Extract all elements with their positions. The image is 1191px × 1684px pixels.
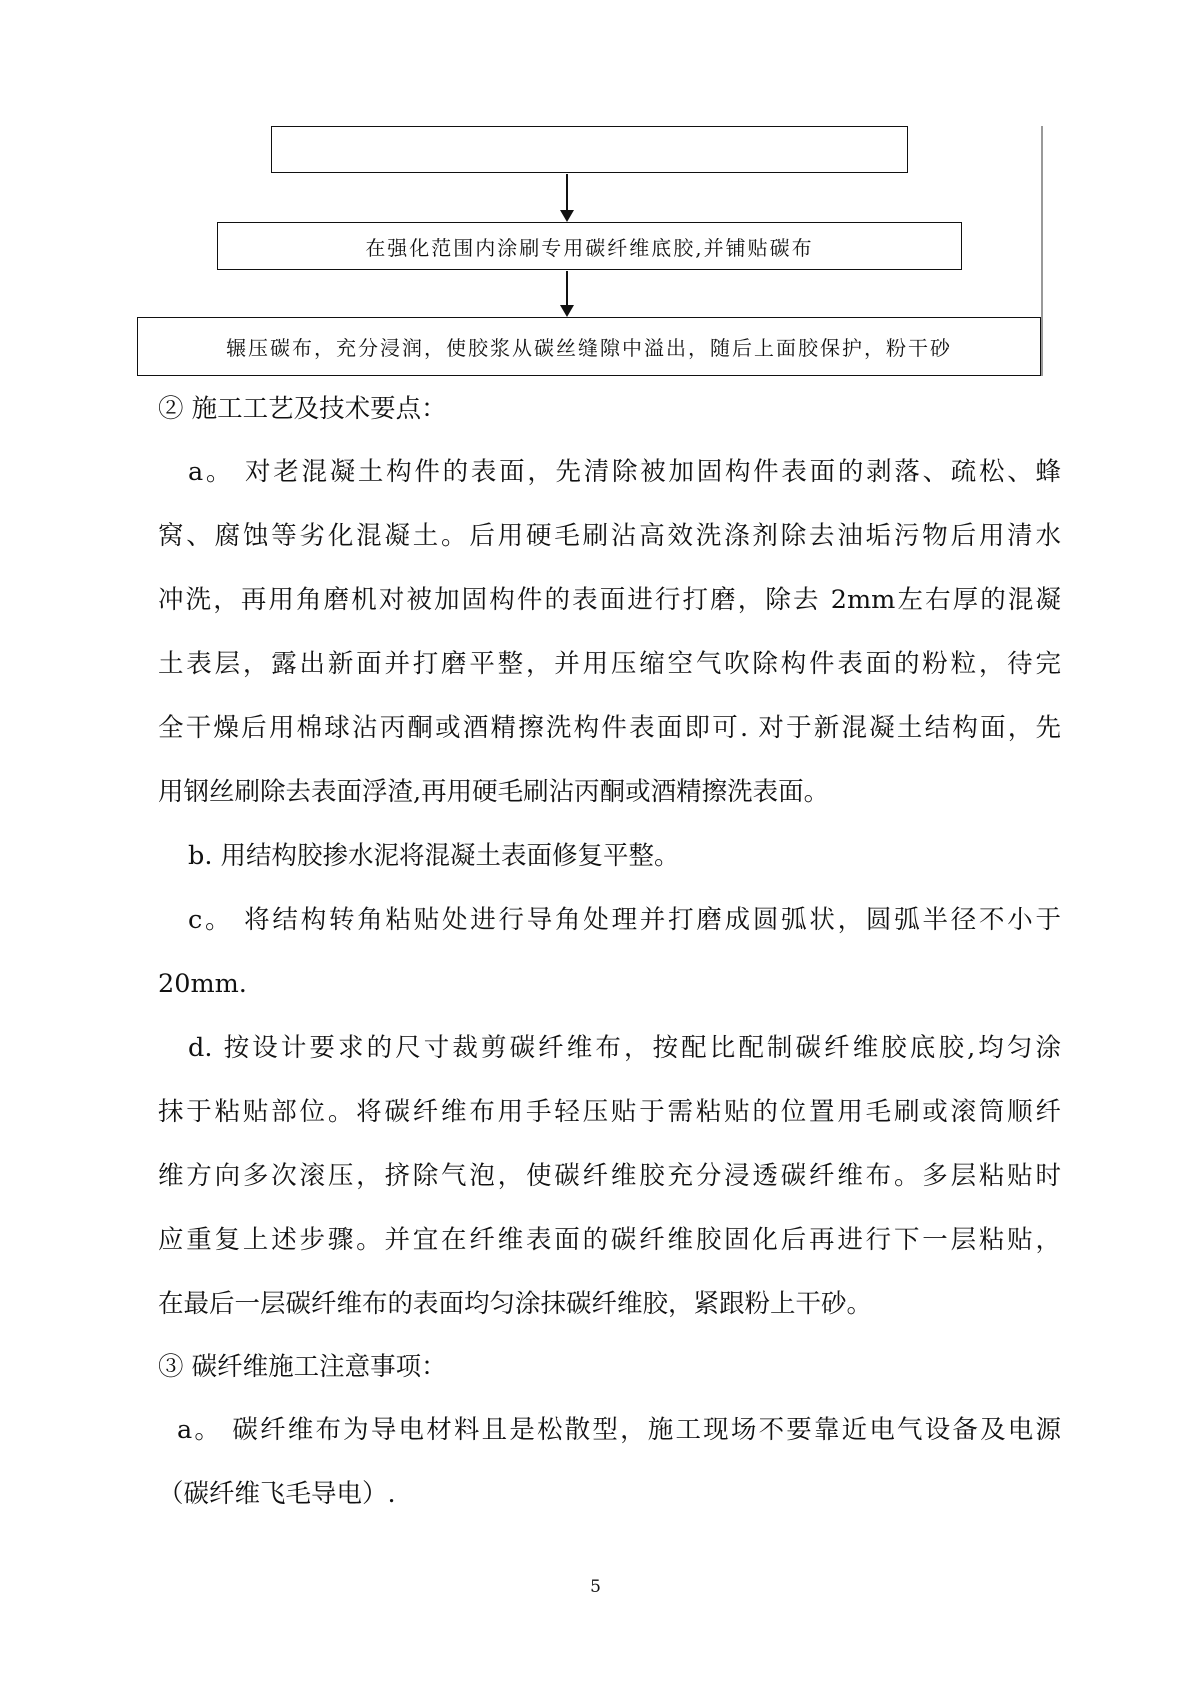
paragraph-e-line-1: a。 碳纤维布为导电材料且是松散型，施工现场不要靠近电气设备及电源 <box>177 1415 1061 1445</box>
paragraph-d-line-1: d. 按设计要求的尺寸裁剪碳纤维布，按配比配制碳纤维胶底胶,均匀涂 <box>188 1033 1061 1063</box>
flowchart-step-2-text: 在强化范围内涂刷专用碳纤维底胶,并铺贴碳布 <box>365 235 814 260</box>
paragraph-a-line-5: 全干燥后用棉球沾丙酮或酒精擦洗构件表面即可. 对于新混凝土结构面，先 <box>158 713 1061 743</box>
paragraph-b: b. 用结构胶掺水泥将混凝土表面修复平整。 <box>188 841 680 871</box>
paragraph-a-line-1: a。 对老混凝土构件的表面，先清除被加固构件表面的剥落、疏松、蜂 <box>188 457 1061 487</box>
flowchart-side-rule <box>1041 126 1043 376</box>
flowchart-arrow-2 <box>566 271 568 315</box>
paragraph-d-line-4: 应重复上述步骤。并宜在纤维表面的碳纤维胶固化后再进行下一层粘贴， <box>158 1225 1061 1255</box>
paragraph-a-line-6: 用钢丝刷除去表面浮渣,再用硬毛刷沾丙酮或酒精擦洗表面。 <box>158 777 830 807</box>
paragraph-e-line-2: （碳纤维飞毛导电）. <box>158 1479 396 1509</box>
flowchart-step-3 <box>137 317 1041 376</box>
paragraph-a-line-3: 冲洗，再用角磨机对被加固构件的表面进行打磨，除去 2mm左右厚的混凝 <box>158 585 1061 615</box>
paragraph-d-line-3: 维方向多次滚压，挤除气泡，使碳纤维胶充分浸透碳纤维布。多层粘贴时 <box>158 1161 1061 1191</box>
paragraph-c-line-2: 20mm. <box>158 969 247 999</box>
flowchart-step-2 <box>217 222 962 270</box>
page-number: 5 <box>590 1577 601 1597</box>
paragraph-d-line-5: 在最后一层碳纤维布的表面均匀涂抹碳纤维胶，紧跟粉上干砂。 <box>158 1289 873 1319</box>
flowchart-step-1 <box>271 126 908 173</box>
flowchart-arrow-1 <box>566 174 568 220</box>
paragraph-d-line-2: 抹于粘贴部位。将碳纤维布用手轻压贴于需粘贴的位置用毛刷或滚筒顺纤 <box>158 1097 1061 1127</box>
section-heading-3: ③ 碳纤维施工注意事项： <box>158 1352 447 1382</box>
paragraph-a-line-4: 土表层，露出新面并打磨平整，并用压缩空气吹除构件表面的粉粒，待完 <box>158 649 1061 679</box>
paragraph-c-line-1: c。 将结构转角粘贴处进行导角处理并打磨成圆弧状，圆弧半径不小于 <box>188 905 1061 935</box>
flowchart-step-3-text: 辗压碳布，充分浸润，使胶浆从碳丝缝隙中溢出，随后上面胶保护，粉干砂 <box>226 336 952 360</box>
paragraph-a-line-2: 窝、腐蚀等劣化混凝土。后用硬毛刷沾高效洗涤剂除去油垢污物后用清水 <box>158 521 1061 551</box>
section-heading-2: ② 施工工艺及技术要点： <box>158 394 447 424</box>
